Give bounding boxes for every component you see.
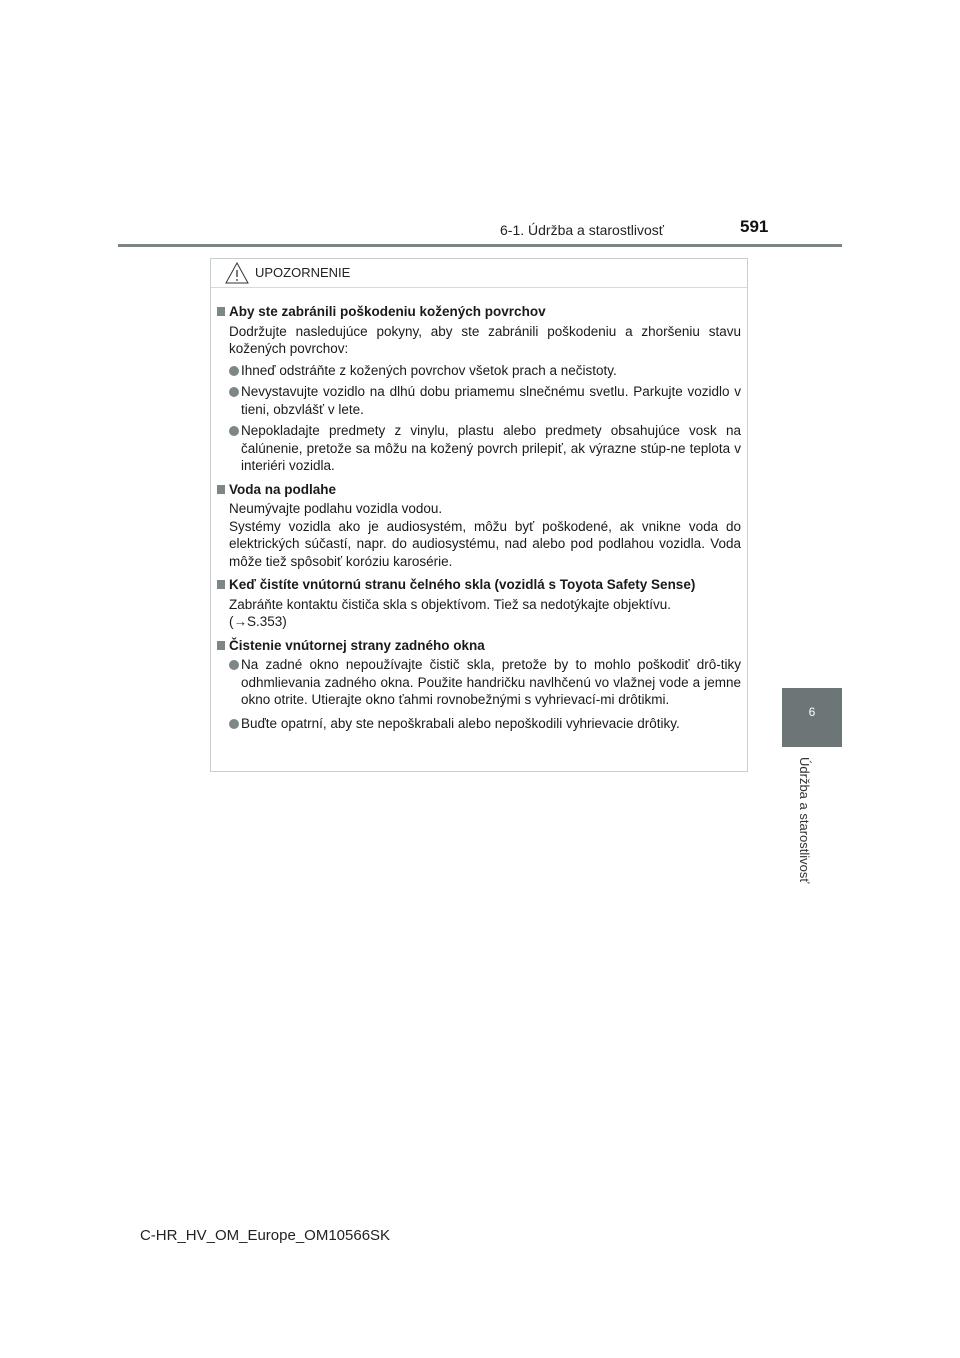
- warning-body: [211, 288, 747, 732]
- chapter-tab: [782, 688, 842, 747]
- list-item: Na zadné okno nepoužívajte čistič skla, pretože by to mohlo poškodiť drô-tiky odhmlievania zadného okna. Použite handričku navlhčenú vo vlažnej vode a jemne okno otrite. Utierajte okno ťahmi rovnobežnými s vyhrievací-mi drôtikmi.: [217, 656, 741, 709]
- section-heading: Čistenie vnútornej strany zadného okna: [217, 637, 741, 655]
- list-item: Buďte opatrní, aby ste nepoškrabali alebo nepoškodili vyhrievacie drôtiky.: [217, 715, 741, 733]
- warning-triangle-icon: [225, 262, 249, 289]
- chapter-label: Údržba a starostlivosť: [797, 757, 812, 884]
- section-heading: Voda na podlahe: [217, 481, 741, 499]
- bullet-icon: [229, 366, 239, 376]
- chapter-number: 6: [808, 705, 816, 719]
- warning-box: [210, 258, 748, 772]
- paragraph: Zabráňte kontaktu čističa skla s objektívom. Tiež sa nedotýkajte objektívu.: [229, 596, 671, 612]
- section-heading: Aby ste zabránili poškodeniu kožených povrchov: [217, 303, 741, 321]
- header-divider: [118, 244, 842, 247]
- section-title: 6-1. Údržba a starostlivosť: [500, 222, 664, 238]
- document-code: C-HR_HV_OM_Europe_OM10566SK: [139, 1227, 391, 1244]
- paragraph: Neumývajte podlahu vozidla vodou.: [229, 501, 443, 516]
- warning-title: UPOZORNENIE: [255, 265, 351, 280]
- bullet-icon: [229, 719, 239, 729]
- bullet-icon: [229, 387, 239, 397]
- paragraph: Dodržujte nasledujúce pokyny, aby ste zabránili poškodeniu a zhoršeniu stavu kožených povrchov:: [229, 323, 741, 356]
- page-reference: (→S.353): [229, 614, 287, 629]
- bullet-icon: [229, 660, 239, 670]
- page-number: 591: [740, 217, 769, 236]
- list-item: Nepokladajte predmety z vinylu, plastu alebo predmety obsahujúce vosk na čalúnenie, pretože sa môžu na kožený povrch prilepiť, ak výrazne stúp-ne teplota v interiéri vozidla.: [217, 422, 741, 475]
- list-item: Ihneď odstráňte z kožených povrchov všetok prach a nečistoty.: [217, 362, 741, 380]
- warning-header: [211, 259, 747, 288]
- section-heading: Keď čistíte vnútornú stranu čelného skla (vozidlá s Toyota Safety Sense): [217, 576, 741, 594]
- bullet-icon: [229, 426, 239, 436]
- paragraph: Systémy vozidla ako je audiosystém, môžu byť poškodené, ak vnikne voda do elektrických súčastí, napr. do audiosystému, nad alebo pod podlahou vozidla. Voda môže tiež spôsobiť koróziu karosérie.: [229, 518, 741, 569]
- list-item: Nevystavujte vozidlo na dlhú dobu priamemu slnečnému svetlu. Parkujte vozidlo v tieni, obzvlášť v lete.: [217, 383, 741, 418]
